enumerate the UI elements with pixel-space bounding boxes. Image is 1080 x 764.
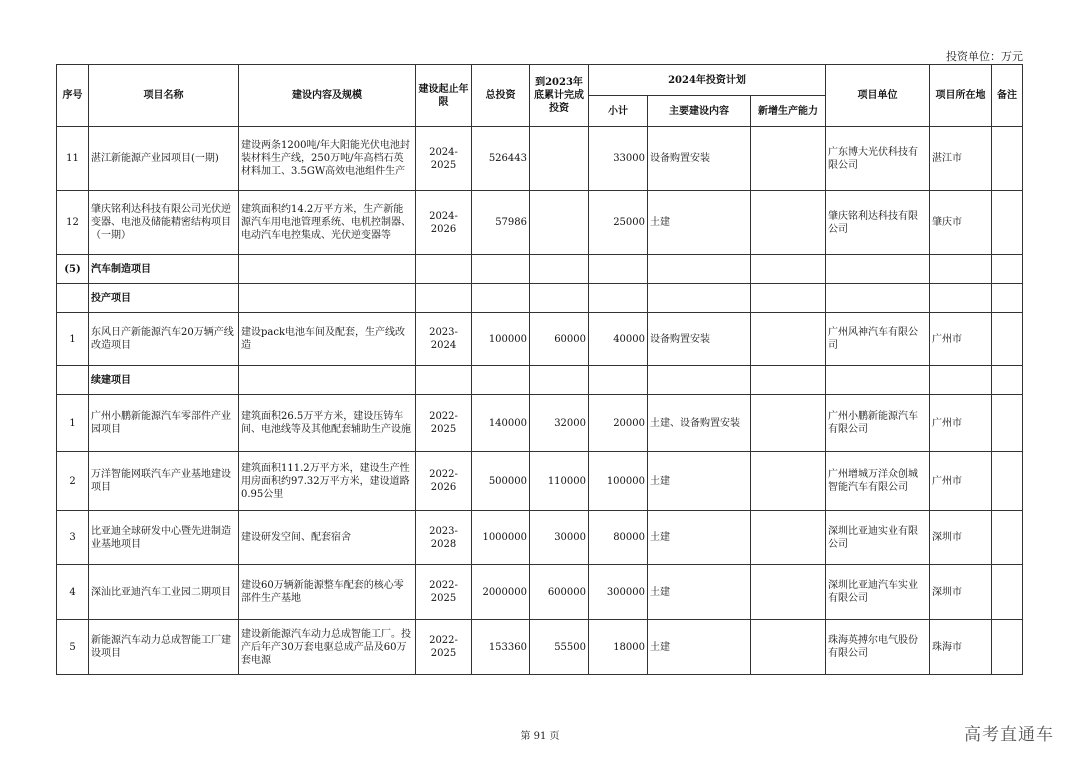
row-seq: 5 — [57, 620, 89, 675]
row-done: 30000 — [530, 511, 589, 565]
row-remark — [992, 452, 1023, 511]
row-main: 土建 — [648, 191, 751, 255]
investment-table — [56, 64, 1023, 675]
row-done: 32000 — [530, 395, 589, 452]
row-remark — [992, 511, 1023, 565]
row-content: 建筑面积26.5万平方米，建设压铸车间、电池线等及其他配套辅助生产设施 — [239, 395, 416, 452]
row-unit: 深圳比亚迪汽车实业有限公司 — [826, 565, 930, 620]
table-row — [57, 452, 1023, 511]
row-seq: 4 — [57, 565, 89, 620]
row-main: 土建 — [648, 565, 751, 620]
row-remark — [992, 620, 1023, 675]
row-period: 2022-2025 — [416, 620, 472, 675]
row-name: 深汕比亚迪汽车工业园二期项目 — [89, 565, 239, 620]
row-period: 2023-2024 — [416, 313, 472, 366]
section-title: 汽车制造项目 — [89, 255, 239, 284]
row-capacity — [751, 191, 826, 255]
row-total: 526443 — [472, 127, 530, 191]
row-content: 建设两条1200吨/年大阳能光伏电池封装材料生产线，250万吨/年高档石英材料加工、3.5GW高效电池组件生产 — [239, 127, 416, 191]
header-plan: 2024年投资计划 — [589, 65, 826, 96]
row-seq: 1 — [57, 313, 89, 366]
row-done: 110000 — [530, 452, 589, 511]
row-done: 55500 — [530, 620, 589, 675]
row-total: 2000000 — [472, 565, 530, 620]
header-done: 到2023年底累计完成投资 — [530, 65, 589, 127]
subsection-production: 投产项目 — [89, 284, 239, 313]
row-location: 深圳市 — [930, 511, 992, 565]
row-location: 广州市 — [930, 452, 992, 511]
row-main: 土建、设备购置安装 — [648, 395, 751, 452]
page-number: 第 91 页 — [520, 731, 560, 742]
row-period: 2024-2026 — [416, 191, 472, 255]
row-done — [530, 127, 589, 191]
row-capacity — [751, 395, 826, 452]
row-subtotal: 300000 — [589, 565, 648, 620]
row-location: 广州市 — [930, 395, 992, 452]
row-seq: 12 — [57, 191, 89, 255]
row-total: 1000000 — [472, 511, 530, 565]
row-location: 肇庆市 — [930, 191, 992, 255]
unit-note: 投资单位：万元 — [946, 50, 1023, 63]
header-unit: 项目单位 — [826, 65, 930, 127]
row-name: 万洋智能网联汽车产业基地建设项目 — [89, 452, 239, 511]
header-capacity: 新增生产能力 — [751, 96, 826, 127]
row-capacity — [751, 452, 826, 511]
row-total: 140000 — [472, 395, 530, 452]
row-content: 建设新能源汽车动力总成智能工厂。投产后年产30万套电驱总成产品及60万套电源 — [239, 620, 416, 675]
row-unit: 肇庆铭利达科技有限公司 — [826, 191, 930, 255]
header-subtotal: 小计 — [589, 96, 648, 127]
header-total: 总投资 — [472, 65, 530, 127]
row-name: 广州小鹏新能源汽车零部件产业园项目 — [89, 395, 239, 452]
row-content: 建筑面积约14.2万平方米，生产新能源汽车用电池管理系统、电机控制器、电动汽车电控集成、光伏逆变器等 — [239, 191, 416, 255]
row-main: 土建 — [648, 452, 751, 511]
table-row — [57, 511, 1023, 565]
row-location: 珠海市 — [930, 620, 992, 675]
row-unit: 广州风神汽车有限公司 — [826, 313, 930, 366]
row-name: 湛江新能源产业园项目(一期) — [89, 127, 239, 191]
row-content: 建设60万辆新能源整车配套的核心零部件生产基地 — [239, 565, 416, 620]
table-row — [57, 127, 1023, 191]
section-seq: (5) — [57, 255, 89, 284]
row-name: 新能源汽车动力总成智能工厂建设项目 — [89, 620, 239, 675]
row-period: 2023-2028 — [416, 511, 472, 565]
header-location: 项目所在地 — [930, 65, 992, 127]
table-row — [57, 313, 1023, 366]
row-subtotal: 20000 — [589, 395, 648, 452]
row-subtotal: 33000 — [589, 127, 648, 191]
row-main: 设备购置安装 — [648, 127, 751, 191]
row-main: 设备购置安装 — [648, 313, 751, 366]
row-seq: 3 — [57, 511, 89, 565]
row-main: 土建 — [648, 511, 751, 565]
table-row — [57, 191, 1023, 255]
row-remark — [992, 313, 1023, 366]
row-unit: 深圳比亚迪实业有限公司 — [826, 511, 930, 565]
row-main: 土建 — [648, 620, 751, 675]
header-period: 建设起止年限 — [416, 65, 472, 127]
subsection-row — [57, 366, 1023, 395]
row-done — [530, 191, 589, 255]
row-content: 建设pack电池车间及配套，生产线改造 — [239, 313, 416, 366]
row-total: 500000 — [472, 452, 530, 511]
row-subtotal: 25000 — [589, 191, 648, 255]
table-row — [57, 620, 1023, 675]
row-name: 肇庆铭利达科技有限公司光伏逆变器、电池及储能精密结构项目（一期） — [89, 191, 239, 255]
row-location: 广州市 — [930, 313, 992, 366]
row-done: 600000 — [530, 565, 589, 620]
header-main-content: 主要建设内容 — [648, 96, 751, 127]
row-done: 60000 — [530, 313, 589, 366]
row-remark — [992, 395, 1023, 452]
row-period: 2022-2025 — [416, 395, 472, 452]
watermark: 高考直通车 — [964, 725, 1054, 745]
table-row — [57, 565, 1023, 620]
row-capacity — [751, 127, 826, 191]
section-row — [57, 255, 1023, 284]
row-capacity — [751, 313, 826, 366]
row-period: 2022-2025 — [416, 565, 472, 620]
row-unit: 广州小鹏新能源汽车有限公司 — [826, 395, 930, 452]
row-subtotal: 100000 — [589, 452, 648, 511]
header-seq: 序号 — [57, 65, 89, 127]
row-capacity — [751, 511, 826, 565]
row-subtotal: 18000 — [589, 620, 648, 675]
header-name: 项目名称 — [89, 65, 239, 127]
row-remark — [992, 565, 1023, 620]
row-seq: 11 — [57, 127, 89, 191]
row-seq: 2 — [57, 452, 89, 511]
row-content: 建筑面积111.2万平方米，建设生产性用房面积约97.32万平方米，建设道路0.95公里 — [239, 452, 416, 511]
row-unit: 广州增城万洋众创城智能汽车有限公司 — [826, 452, 930, 511]
row-name: 比亚迪全球研发中心暨先进制造业基地项目 — [89, 511, 239, 565]
row-total: 57986 — [472, 191, 530, 255]
row-remark — [992, 191, 1023, 255]
row-capacity — [751, 565, 826, 620]
row-location: 深圳市 — [930, 565, 992, 620]
row-location: 湛江市 — [930, 127, 992, 191]
row-total: 153360 — [472, 620, 530, 675]
header-remark: 备注 — [992, 65, 1023, 127]
header-content: 建设内容及规模 — [239, 65, 416, 127]
table-row — [57, 395, 1023, 452]
row-unit: 广东博大光伏科技有限公司 — [826, 127, 930, 191]
row-name: 东风日产新能源汽车20万辆产线改造项目 — [89, 313, 239, 366]
row-subtotal: 40000 — [589, 313, 648, 366]
row-unit: 珠海英搏尔电气股份有限公司 — [826, 620, 930, 675]
row-subtotal: 80000 — [589, 511, 648, 565]
subsection-continuing: 续建项目 — [89, 366, 239, 395]
row-remark — [992, 127, 1023, 191]
row-period: 2022-2026 — [416, 452, 472, 511]
row-content: 建设研发空间、配套宿舍 — [239, 511, 416, 565]
row-period: 2024-2025 — [416, 127, 472, 191]
subsection-row — [57, 284, 1023, 313]
row-total: 100000 — [472, 313, 530, 366]
row-capacity — [751, 620, 826, 675]
row-seq: 1 — [57, 395, 89, 452]
